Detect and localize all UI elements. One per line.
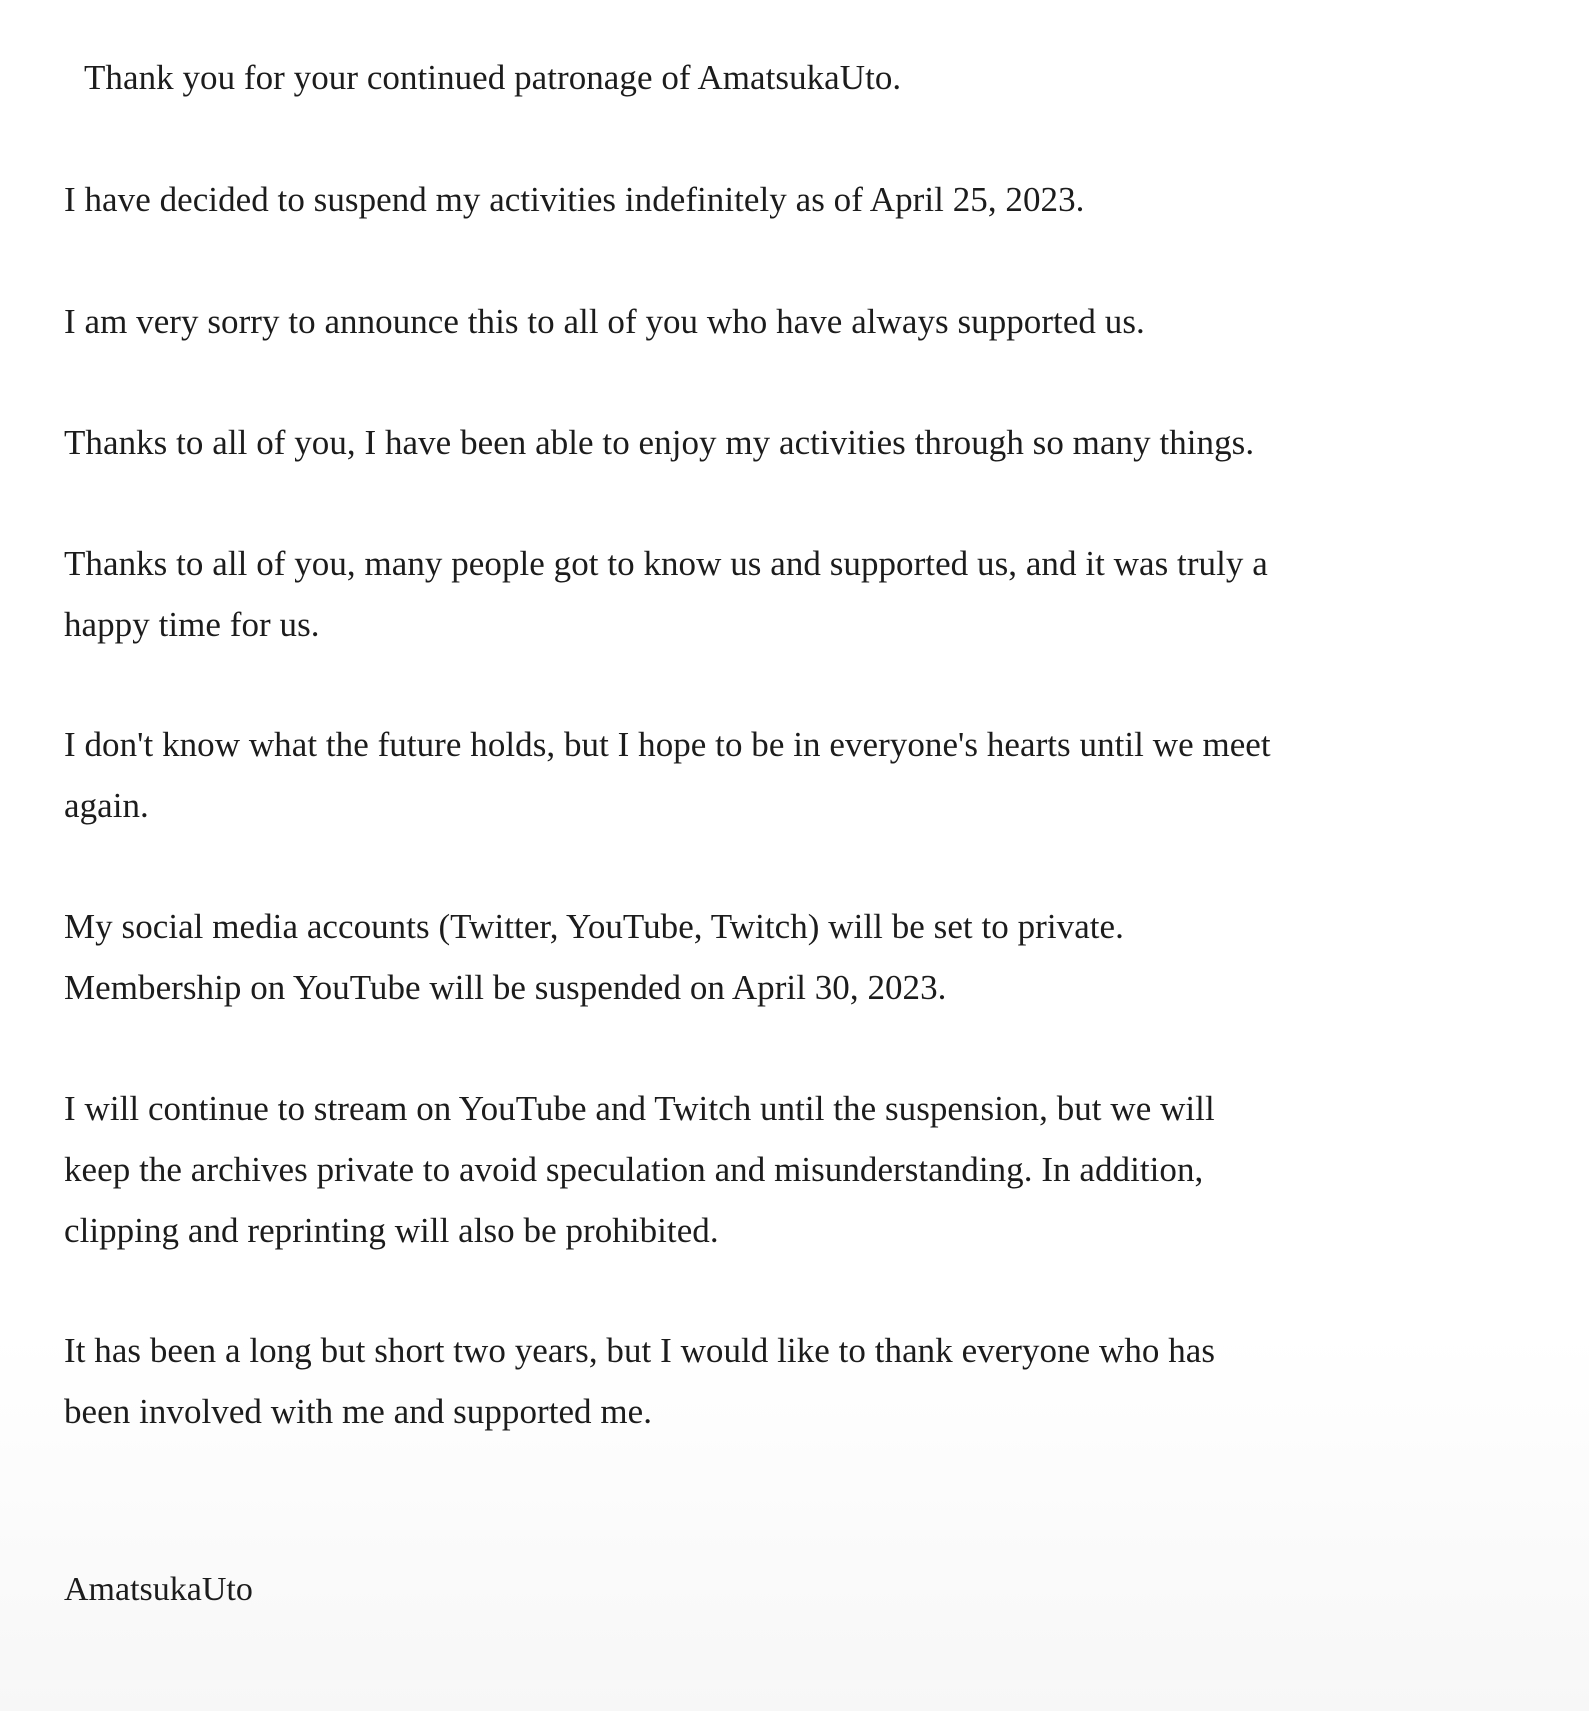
paragraph-social-media: My social media accounts (Twitter, YouTube, Twitch) will be set to private. Membership on YouTube will be suspended on April 30, 2023.	[64, 907, 1124, 1007]
paragraph-future: I don't know what the future holds, but I hope to be in everyone's hearts until we meet again.	[64, 725, 1271, 825]
paragraph-thanks-enjoy: Thanks to all of you, I have been able to enjoy my activities through so many things.	[64, 423, 1255, 462]
paragraph-closing-thanks: It has been a long but short two years, but I would like to thank everyone who has been involved with me and supported me.	[64, 1331, 1216, 1431]
paragraph-suspension-date: I have decided to suspend my activities indefinitely as of April 25, 2023.	[64, 180, 1085, 219]
paragraph-thanks-support: Thanks to all of you, many people got to know us and supported us, and it was truly a happy time for us.	[64, 544, 1268, 644]
signature: AmatsukaUto	[64, 1571, 253, 1608]
opening-line: Thank you for your continued patronage of AmatsukaUto.	[84, 58, 902, 97]
paragraph-streaming: I will continue to stream on YouTube and Twitch until the suspension, but we will keep the archives private to avoid speculation and misunderstanding. In addition, clipping and reprinting will also be prohibited.	[64, 1089, 1215, 1250]
paragraph-apology: I am very sorry to announce this to all of you who have always supported us.	[64, 302, 1145, 341]
